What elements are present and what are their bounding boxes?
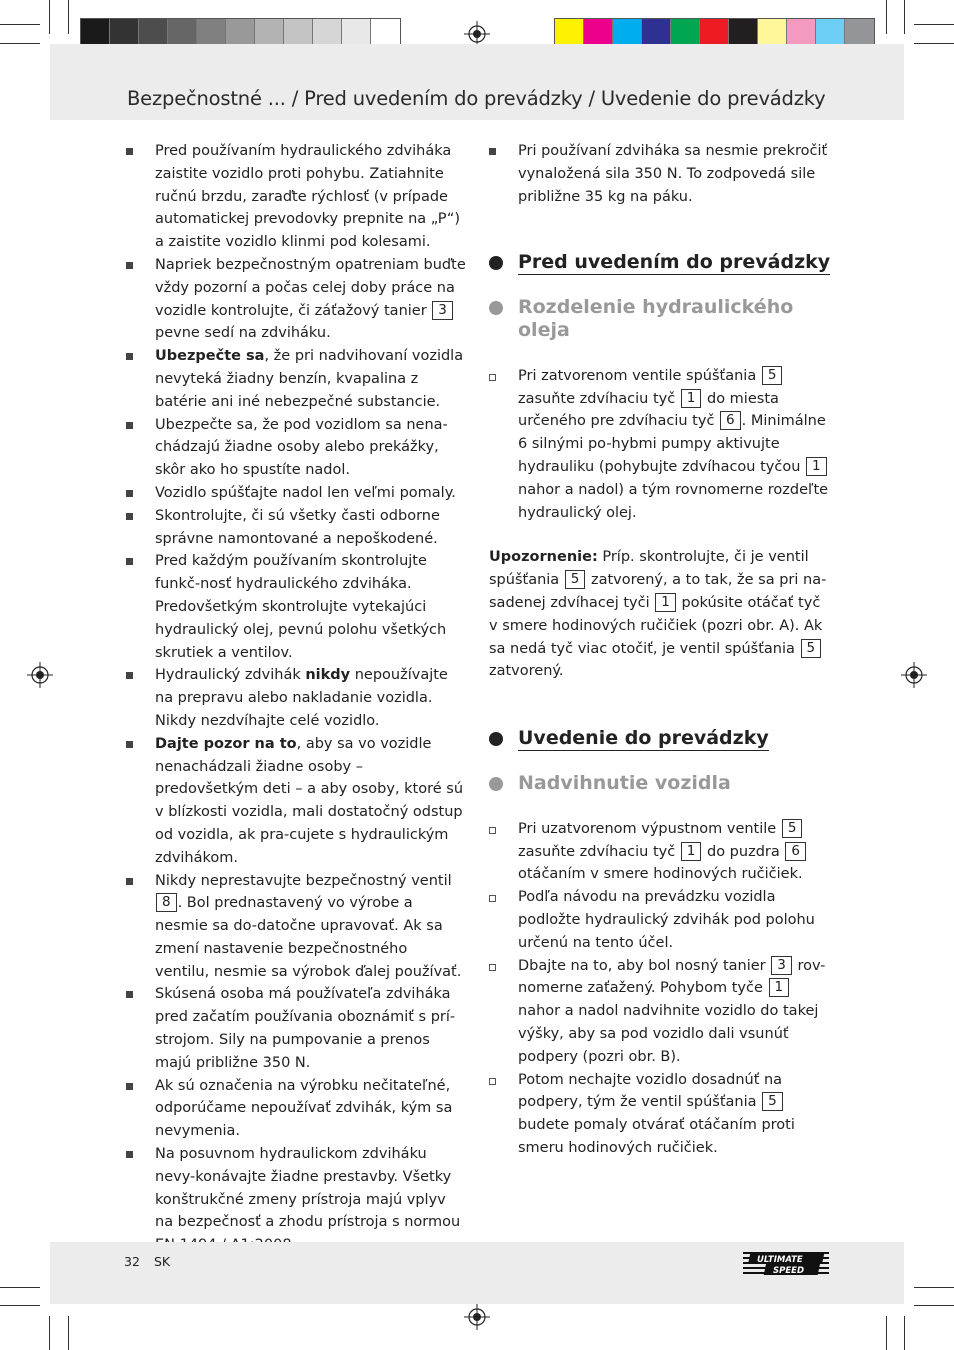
crop-mark [904, 1316, 905, 1350]
list-item: Skúsená osoba má používateľa zdviháka pred začatím používania oboznámiť s prí-strojom. Sily na pumpovanie a prenos majú približne 350 N. [124, 983, 466, 1074]
crop-mark [914, 43, 954, 44]
brand-logo [743, 1250, 833, 1278]
right-column [487, 140, 832, 1160]
page-number: 32 [124, 1254, 140, 1269]
part-ref: 6 [785, 842, 806, 861]
color-swatch [700, 19, 729, 47]
color-swatch [555, 19, 584, 47]
registration-mark-icon [901, 662, 927, 688]
crop-mark [68, 1316, 69, 1350]
logo-text-ultimate: ULTIMATE [757, 1255, 803, 1265]
page-title: Bezpečnostné ... / Pred uvedením do prevádzky / Uvedenie do prevádzky [127, 87, 826, 110]
part-ref: 6 [720, 411, 741, 430]
section-heading: Pred uvedením do prevádzky [487, 251, 832, 274]
list-item: Podľa návodu na prevádzku vozidla podložte hydraulický zdvihák pod polohu určenú na tento účel. [487, 886, 832, 954]
part-ref: 5 [762, 1092, 783, 1111]
note-paragraph: Upozornenie: Príp. skontrolujte, či je ventil spúšťania 5 zatvorený, a to tak, že sa pri na-sadenej zdvíhacej tyči 1 pokúsite otáčať tyč v smere hodinových ručičiek (pozri obr. A). Ak sa nedá tyč viac otočiť, je ventil spúšťania 5 zatvorený. [489, 549, 827, 680]
part-ref: 1 [681, 389, 702, 408]
subsection-heading: Nadvihnutie vozidla [487, 772, 832, 795]
color-swatch [613, 19, 642, 47]
gray-swatch [371, 19, 400, 47]
section-heading: Uvedenie do prevádzky [487, 727, 832, 750]
gray-swatch [255, 19, 284, 47]
registration-mark-icon [27, 662, 53, 688]
part-ref: 5 [782, 819, 803, 838]
gray-swatch [342, 19, 371, 47]
color-swatch [787, 19, 816, 47]
gray-swatch [110, 19, 139, 47]
crop-mark [914, 1305, 954, 1306]
language-code: SK [154, 1254, 171, 1269]
logo-text-speed: SPEED [773, 1266, 805, 1276]
part-ref: 1 [681, 842, 702, 861]
page-footer [50, 1242, 904, 1304]
crop-mark [886, 1316, 887, 1350]
part-ref: 1 [769, 978, 790, 997]
gray-swatch [168, 19, 197, 47]
list-item: Pred každým používaním skontrolujte funkč-nosť hydraulického zdviháka. Predovšetkým skontrolujte vytekajúci hydraulický olej, pevnú polohu všetkých skrutiek a ventilov. [124, 550, 466, 664]
list-item: Napriek bezpečnostným opatreniam buďte vždy pozorní a počas celej doby práce na vozidle kontrolujte, či záťažový tanier 3 pevne sedí na zdviháku. [124, 254, 466, 345]
crop-mark [0, 43, 40, 44]
gray-swatch [313, 19, 342, 47]
crop-mark [0, 24, 40, 25]
list-item: Hydraulický zdvihák nikdy nepoužívajte na prepravu alebo nakladanie vozidla. Nikdy nezdvíhajte celé vozidlo. [124, 664, 466, 732]
list-item: Ubezpečte sa, že pri nadvihovaní vozidla nevyteká žiadny benzín, kvapalina z batérie ani iné nebezpečné substancie. [124, 345, 466, 413]
gray-swatch [139, 19, 168, 47]
list-item: Dbajte na to, aby bol nosný tanier 3 rov-nomerne zaťažený. Pohybom tyče 1 nahor a nadol nadvihnite vozidlo do takej výšky, aby sa pod vozidlo dali vsunúť podpery (pozri obr. B). [487, 955, 832, 1069]
list-item: Pred používaním hydraulického zdviháka zaistite vozidlo proti pohybu. Zatiahnite ručnú brzdu, zaraďte rýchlosť (v prípade automatickej prevodovky prepnite na „P“) a zaistite vozidlo klinmi pod kolesami. [124, 140, 466, 254]
part-ref: 3 [771, 956, 792, 975]
list-item: Pri uzatvorenom výpustnom ventile 5 zasuňte zdvíhaciu tyč 1 do puzdra 6 otáčaním v smere hodinových ručičiek. [487, 818, 832, 886]
color-swatch [816, 19, 845, 47]
color-swatch [584, 19, 613, 47]
list-item: Na posuvnom hydraulickom zdviháku nevy-konávajte žiadne prestavby. Všetky konštrukčné zmeny prístroja majú vplyv na bezpečnosť a zhodu prístroja s normou [124, 1143, 466, 1257]
color-swatch [671, 19, 700, 47]
list-item: Pri zatvorenom ventile spúšťania 5 zasuňte zdvíhaciu tyč 1 do miesta určeného pre zdvíhaciu tyč 6 . Minimálne 6 silnými po-hybmi pumpy aktivujte hydrauliku (pohybujte zdvíhacou tyčou 1 nahor a nadol) a tým rovnomerne rozdeľte hydraulický olej. [487, 365, 832, 525]
part-ref: 1 [806, 457, 827, 476]
crop-mark [904, 0, 905, 34]
list-item: Dajte pozor na to, aby sa vo vozidle nenachádzali žiadne osoby – predovšetkým deti – a aby osoby, ktoré sú v blízkosti vozidla, mali dostatočný odstup od vozidla, ak pra-cujete s hydraulickým zdvihákom. [124, 733, 466, 870]
list-item: Vozidlo spúšťajte nadol len veľmi pomaly. [124, 482, 466, 505]
crop-mark [886, 0, 887, 34]
color-swatch [758, 19, 787, 47]
left-column [124, 140, 466, 1257]
list-item: Potom nechajte vozidlo dosadnúť na podpery, tým že ventil spúšťania 5 budete pomaly otvárať otáčaním proti smeru hodinových ručičiek. [487, 1069, 832, 1160]
subsection-heading: Rozdelenie hydraulického oleja [487, 296, 832, 342]
gray-swatch [197, 19, 226, 47]
part-ref: 5 [801, 639, 822, 658]
part-ref: 8 [156, 893, 177, 912]
part-ref: 5 [565, 570, 586, 589]
gray-swatch [284, 19, 313, 47]
crop-mark [68, 0, 69, 34]
page-header [50, 44, 904, 120]
list-item: Nikdy neprestavujte bezpečnostný ventil 8 . Bol prednastavený vo výrobe a nesmie sa do-datočne upravovať. Ak sa zmení nastavenie bezpečnostného ventilu, nesmie sa výrobok ďalej používať. [124, 870, 466, 984]
list-item: Pri používaní zdviháka sa nesmie prekročiť vynaložená sila 350 N. To zodpovedá sile približne 35 kg na páku. [487, 140, 832, 208]
crop-mark [0, 1305, 40, 1306]
part-ref: 5 [762, 366, 783, 385]
crop-mark [914, 1287, 954, 1288]
list-item: Ubezpečte sa, že pod vozidlom sa nena-chádzajú žiadne osoby alebo prekážky, skôr ako ho spustíte nadol. [124, 414, 466, 482]
gray-swatch [81, 19, 110, 47]
color-swatch [642, 19, 671, 47]
list-item: Ak sú označenia na výrobku nečitateľné, odporúčame nepoužívať zdvihák, kým sa nevymenia. [124, 1075, 466, 1143]
registration-mark-icon [464, 1304, 490, 1330]
crop-mark [0, 1287, 40, 1288]
color-swatch [845, 19, 874, 47]
part-ref: 1 [655, 593, 676, 612]
crop-mark [914, 24, 954, 25]
gray-swatch [226, 19, 255, 47]
crop-mark [49, 1316, 50, 1350]
crop-mark [49, 0, 50, 34]
list-item: Skontrolujte, či sú všetky časti odborne správne namontované a nepoškodené. [124, 505, 466, 551]
part-ref: 3 [432, 301, 453, 320]
safety-list [124, 140, 466, 1257]
color-swatch [729, 19, 758, 47]
